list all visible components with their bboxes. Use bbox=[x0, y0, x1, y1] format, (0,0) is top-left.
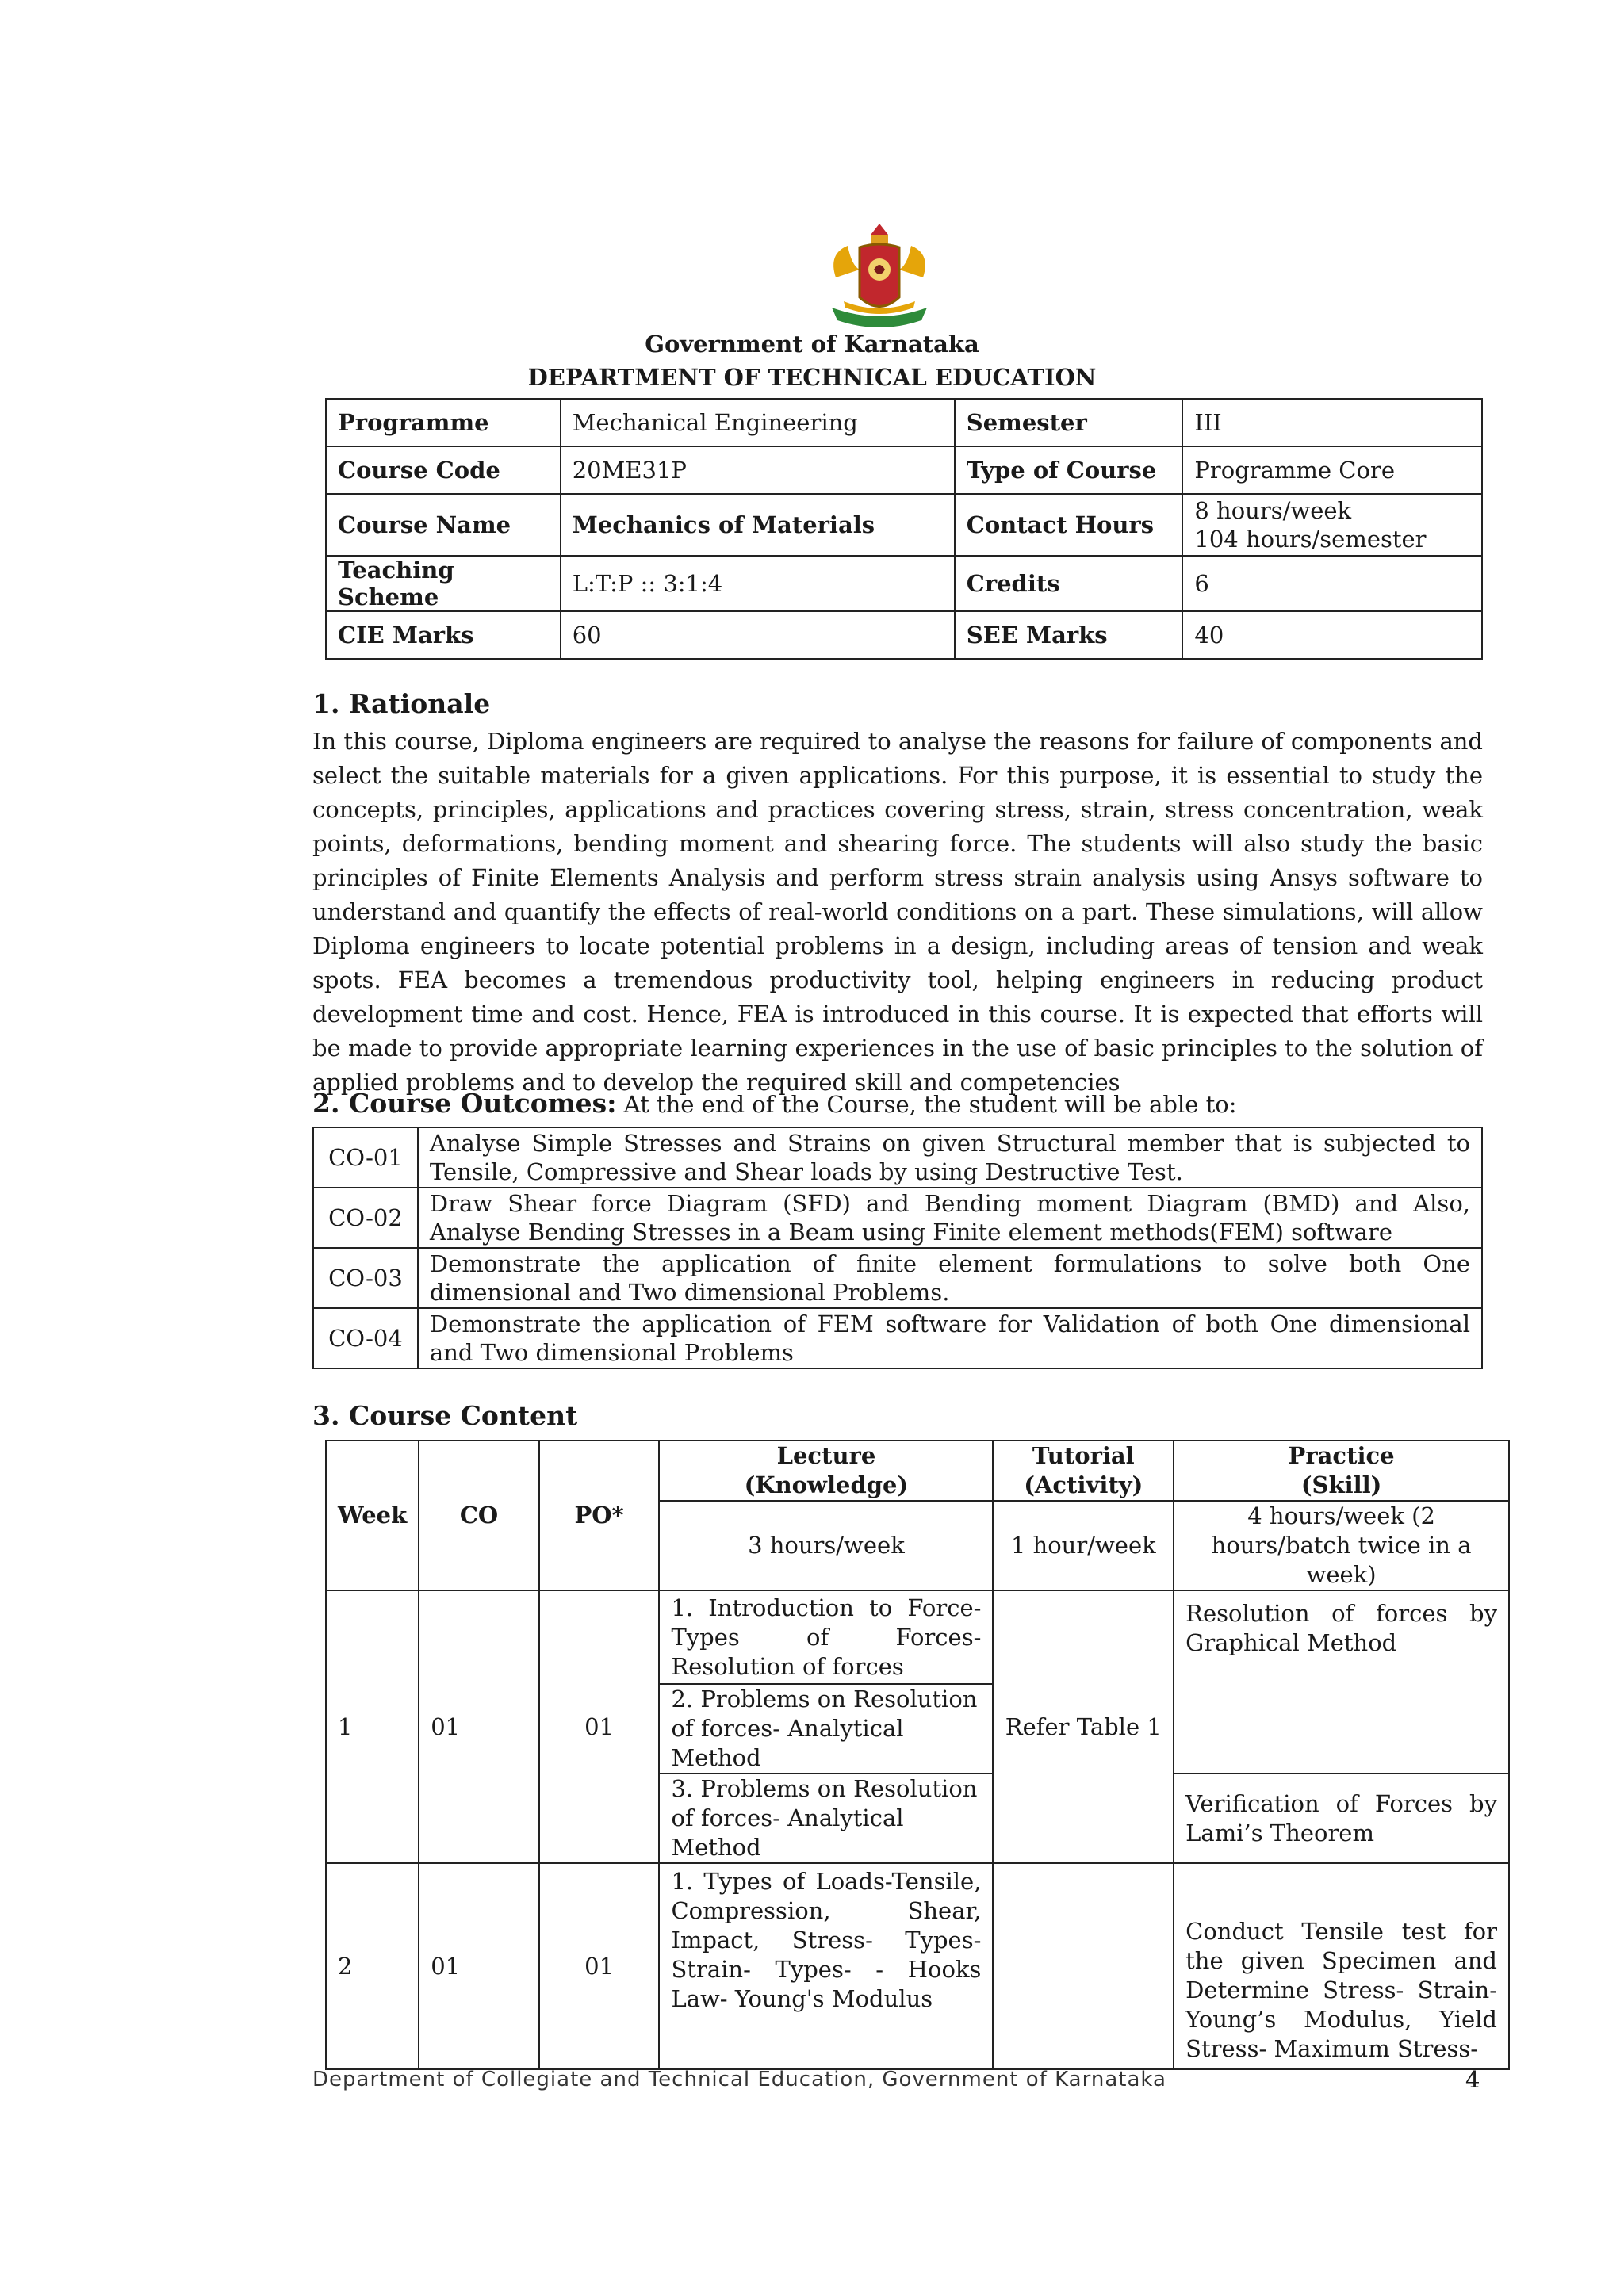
co-description: Demonstrate the application of finite element formulations to solve both One dimensional and Two dimensional Problems. bbox=[418, 1248, 1482, 1308]
programme-value: Mechanical Engineering bbox=[561, 399, 955, 446]
co-header: CO bbox=[419, 1441, 539, 1590]
table-row bbox=[326, 494, 1482, 556]
tutorial-hours: 1 hour/week bbox=[993, 1501, 1174, 1590]
credits-value: 6 bbox=[1182, 556, 1482, 611]
week-number: 2 bbox=[326, 1863, 419, 2069]
table-row bbox=[313, 1308, 1482, 1368]
co-code: CO-03 bbox=[313, 1248, 418, 1308]
course-outcomes-heading: 2. Course Outcomes: bbox=[312, 1088, 617, 1119]
course-outcomes-title bbox=[312, 1088, 1236, 1119]
co-code: CO-02 bbox=[313, 1188, 418, 1248]
co-number: 01 bbox=[419, 1863, 539, 2069]
practice-activity: Resolution of forces by Graphical Method bbox=[1174, 1590, 1509, 1774]
co-description: Demonstrate the application of FEM software for Validation of both One dimensional and Two dimensional Problems bbox=[418, 1308, 1482, 1368]
tutorial-reference bbox=[993, 1863, 1174, 2069]
lecture-topic: 3. Problems on Resolution of forces- Analytical Method bbox=[659, 1774, 993, 1863]
week-header: Week bbox=[326, 1441, 419, 1590]
course-outcomes-table bbox=[312, 1127, 1483, 1369]
course-info-table bbox=[325, 398, 1483, 660]
table-row bbox=[326, 446, 1482, 494]
contact-hours-value bbox=[1182, 494, 1482, 556]
cie-marks-label: CIE Marks bbox=[326, 611, 561, 659]
lecture-topic: 2. Problems on Resolution of forces- Analytical Method bbox=[659, 1684, 993, 1774]
rationale-text: In this course, Diploma engineers are required to analyse the reasons for failure of components and select the suitable materials for a given applications. For this purpose, it is essential to study the concepts, principles, applications and practices covering stress, strain, stress concentration, weak points, deformations, bending moment and shearing force. The students will also study the basic principles of Finite Elements Analysis and perform stress strain analysis using Ansys software to understand and quantify the effects of real-world conditions on a part. These simulations, will allow Diploma engineers to locate potential problems in a design, including areas of tension and weak spots. FEA becomes a tremendous productivity tool, helping engineers in reducing product development time and cost. Hence, FEA is introduced in this course. It is expected that efforts will be made to provide appropriate learning experiences in the use of basic principles to the solution of applied problems and to develop the required skill and competencies bbox=[312, 728, 1483, 1096]
contact-hours-weekly: 8 hours/week bbox=[1194, 497, 1352, 524]
po-number: 01 bbox=[539, 1590, 660, 1863]
course-name-value: Mechanics of Materials bbox=[561, 494, 955, 556]
credits-label: Credits bbox=[955, 556, 1183, 611]
rationale-heading: 1. Rationale bbox=[312, 688, 491, 719]
department-name: DEPARTMENT OF TECHNICAL EDUCATION bbox=[527, 364, 1097, 391]
contact-hours-semester: 104 hours/semester bbox=[1194, 526, 1427, 553]
co-description: Analyse Simple Stresses and Strains on given Structural member that is subjected to Tensile, Compressive and Shear loads by using Destructive Test. bbox=[418, 1127, 1482, 1188]
co-code: CO-04 bbox=[313, 1308, 418, 1368]
see-marks-label: SEE Marks bbox=[955, 611, 1183, 659]
lecture-topic: 1. Introduction to Force-Types of Forces-Resolution of forces bbox=[659, 1590, 993, 1684]
tutorial-reference: Refer Table 1 bbox=[993, 1590, 1174, 1863]
table-row bbox=[326, 556, 1482, 611]
table-row bbox=[326, 1441, 1509, 1501]
course-name-label: Course Name bbox=[326, 494, 561, 556]
course-code-value: 20ME31P bbox=[561, 446, 955, 494]
course-outcomes-intro: At the end of the Course, the student will be able to: bbox=[616, 1091, 1237, 1118]
government-name: Government of Karnataka bbox=[645, 331, 979, 358]
course-code-label: Course Code bbox=[326, 446, 561, 494]
lecture-topic: 1. Types of Loads-Tensile, Compression, Shear, Impact, Stress- Types- Strain- Types- - Hooks Law- Young's Modulus bbox=[659, 1863, 993, 2069]
week-number: 1 bbox=[326, 1590, 419, 1863]
contact-hours-label: Contact Hours bbox=[955, 494, 1183, 556]
tutorial-header-subtitle: (Activity) bbox=[1024, 1471, 1143, 1498]
tutorial-header-title: Tutorial bbox=[1032, 1442, 1135, 1469]
practice-activity: Conduct Tensile test for the given Specimen and Determine Stress- Strain- Young’s Modulus, Yield Stress- Maximum Stress- bbox=[1174, 1863, 1509, 2069]
practice-header-subtitle: (Skill) bbox=[1300, 1471, 1382, 1498]
lecture-header-title: Lecture bbox=[776, 1442, 876, 1469]
karnataka-emblem-icon bbox=[820, 222, 939, 341]
practice-header bbox=[1174, 1441, 1509, 1501]
table-row bbox=[326, 399, 1482, 446]
type-of-course-value: Programme Core bbox=[1182, 446, 1482, 494]
po-number: 01 bbox=[539, 1863, 660, 2069]
practice-header-title: Practice bbox=[1288, 1442, 1395, 1469]
practice-activity: Verification of Forces by Lami’s Theorem bbox=[1174, 1774, 1509, 1863]
co-description: Draw Shear force Diagram (SFD) and Bending moment Diagram (BMD) and Also, Analyse Bending Stresses in a Beam using Finite element methods(FEM) software bbox=[418, 1188, 1482, 1248]
type-of-course-label: Type of Course bbox=[955, 446, 1183, 494]
table-row bbox=[326, 1590, 1509, 1684]
page-footer: Department of Collegiate and Technical Education, Government of Karnataka bbox=[312, 2068, 1166, 2091]
cie-marks-value: 60 bbox=[561, 611, 955, 659]
lecture-header-subtitle: (Knowledge) bbox=[744, 1471, 909, 1498]
semester-label: Semester bbox=[955, 399, 1183, 446]
tutorial-header bbox=[993, 1441, 1174, 1501]
practice-hours: 4 hours/week (2 hours/batch twice in a week) bbox=[1174, 1501, 1509, 1590]
see-marks-value: 40 bbox=[1182, 611, 1482, 659]
table-row bbox=[313, 1248, 1482, 1308]
teaching-scheme-label: Teaching Scheme bbox=[326, 556, 561, 611]
table-row bbox=[326, 1863, 1509, 2069]
lecture-header bbox=[659, 1441, 993, 1501]
co-number: 01 bbox=[419, 1590, 539, 1863]
po-header: PO* bbox=[539, 1441, 660, 1590]
co-code: CO-01 bbox=[313, 1127, 418, 1188]
table-row bbox=[326, 611, 1482, 659]
page-number: 4 bbox=[1465, 2066, 1480, 2093]
lecture-hours: 3 hours/week bbox=[659, 1501, 993, 1590]
semester-value: III bbox=[1182, 399, 1482, 446]
programme-label: Programme bbox=[326, 399, 561, 446]
course-content-table bbox=[325, 1440, 1510, 2070]
course-content-heading: 3. Course Content bbox=[312, 1400, 578, 1431]
teaching-scheme-value: L:T:P :: 3:1:4 bbox=[561, 556, 955, 611]
table-row bbox=[313, 1188, 1482, 1248]
table-row bbox=[313, 1127, 1482, 1188]
